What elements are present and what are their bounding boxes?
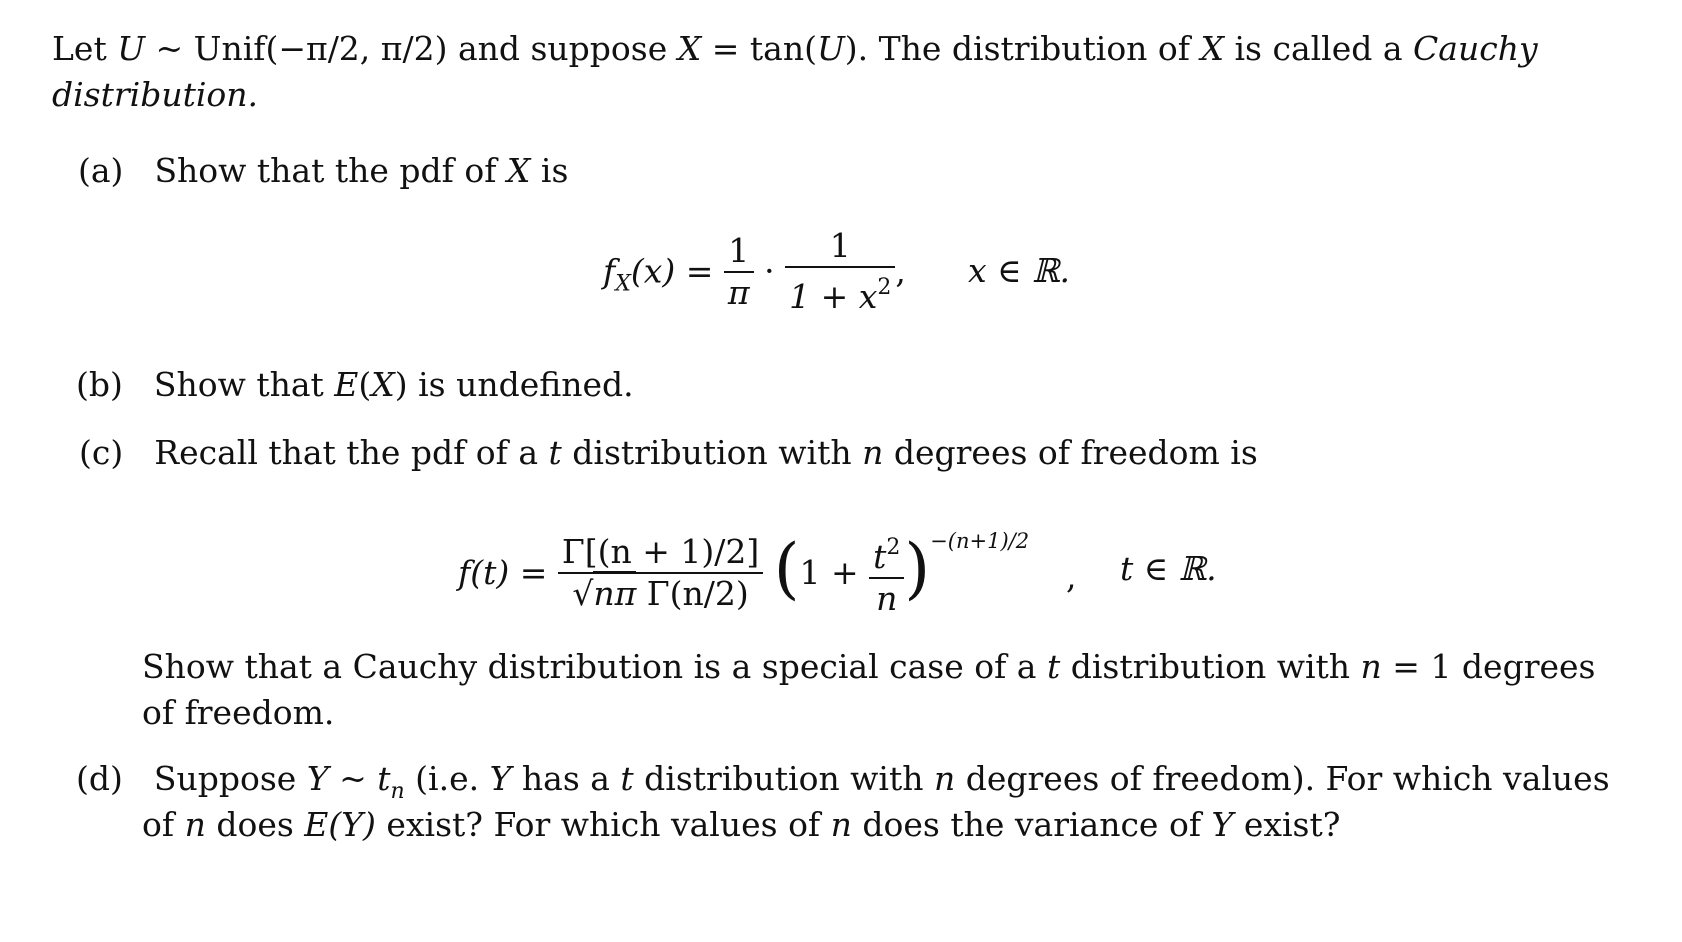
part-d-text: exist? For which values of [375,805,831,844]
var-E: E [334,365,359,404]
var-n: n [1360,647,1382,686]
part-a-domain: x ∈ ℝ. [968,251,1070,290]
paren: ( [358,365,372,404]
fraction-t2-over-n [869,528,904,619]
part-d-text: has a [511,759,621,798]
sub-n: n [390,779,405,804]
var-t: t [620,759,634,798]
eq-lhs-sub: X [615,271,631,297]
outer-exponent: −(n+1)/2 [930,529,1030,553]
part-b-label: (b) [76,365,123,404]
var-X: X [1200,29,1224,68]
paren: ) [394,365,408,404]
var-n: n [830,805,852,844]
eq-lhs-f: f [603,251,616,291]
part-c-equation [458,520,1029,621]
part-c-domain: t ∈ ℝ. [1120,549,1217,588]
frac-denominator [785,266,895,317]
var-X: X [677,29,702,68]
part-d-label: (d) [76,759,123,798]
fraction-gamma [558,532,763,614]
var-Y: Y [306,759,329,798]
frac-denominator [558,572,763,614]
paren-open: ( [773,530,800,607]
part-d-text: does the variance of [851,805,1212,844]
intro-text: Let [52,29,118,68]
var-n: n [184,805,206,844]
intro-text: = tan( [701,29,817,68]
part-c-prompt: Recall that the pdf of a [154,433,549,472]
var-t: t [873,536,887,576]
sqrt-sign: √ [572,574,594,613]
part-c-show-line-1 [142,646,1595,688]
intro-text: ). The distribution of [844,29,1201,68]
part-c-text [79,432,1258,474]
part-c-show: Show that a Cauchy distribution is a special case of a [142,647,1047,686]
var-X: X [371,365,395,404]
part-d-line-2 [142,804,1340,846]
var-t: t [377,759,391,798]
part-a-prompt: is [530,151,569,190]
part-d-text: distribution with [633,759,934,798]
arg-Y: (Y) [328,805,376,844]
var-U: U [117,29,146,68]
part-d-text: degrees of freedom). For which values [955,759,1610,798]
var-U: U [816,29,845,68]
den-gamma: Γ(n/2) [636,574,749,613]
eq-lhs-arg: (x) [630,251,676,291]
intro-line-1 [52,28,1538,70]
intro-text: ~ Unif(−π/2, π/2) and suppose [145,29,678,68]
var-X: X [506,151,531,190]
frac-denominator: π [724,271,754,313]
part-d-text: Suppose [153,759,307,798]
var-n: n [862,433,884,472]
var-n: n [934,759,956,798]
intro-line-2: distribution. [52,75,259,114]
paren-close: ) [904,530,931,607]
frac-denominator: n [869,577,904,619]
part-c-comma: , [1066,557,1077,596]
term-cauchy: Cauchy [1413,29,1538,68]
part-c-show: = 1 degrees [1381,647,1596,686]
part-b-prompt: Show that [153,365,335,404]
var-t: t [1046,647,1061,686]
part-b-text [76,364,634,406]
den-exponent: 2 [877,275,892,300]
eq-lhs: f(t) [458,553,510,592]
part-d-text: of [142,805,185,844]
part-c-prompt: distribution with [561,433,863,472]
frac-numerator: 1 [728,230,750,270]
frac-numerator [869,528,904,577]
part-c-show-line-2: of freedom. [142,693,335,732]
part-c-label: (c) [79,433,124,472]
part-c-show: distribution with [1060,647,1361,686]
one-plus: 1 + [799,553,870,592]
part-a-label: (a) [78,151,124,190]
intro-text: is called a [1224,29,1414,68]
var-E: E [304,805,329,844]
sqrt-content: nπ [593,571,636,613]
part-a-equation [603,228,906,319]
fraction-one-over-1-plus-x2 [785,226,895,317]
part-b-prompt: is undefined. [407,365,634,404]
eq-equals: = [509,553,558,592]
part-a-prompt: Show that the pdf of [154,151,507,190]
part-d-text: does [205,805,305,844]
exp: 2 [886,534,901,560]
frac-numerator: Γ[(n + 1)/2] [561,532,760,571]
part-d-text: exist? [1233,805,1341,844]
eq-comma: , [895,251,906,291]
fraction-one-over-pi [724,231,754,313]
var-Y: Y [1211,805,1234,844]
part-a-text [78,150,568,192]
part-d-text: (i.e. [404,759,490,798]
eq-equals: = [675,251,724,291]
part-c-prompt: degrees of freedom is [883,433,1258,472]
var-t: t [548,433,562,472]
frac-numerator: 1 [829,226,851,265]
den-base: 1 + x [789,277,878,316]
sim: ~ [328,759,378,798]
eq-dot: · [753,251,786,291]
var-Y: Y [489,759,512,798]
